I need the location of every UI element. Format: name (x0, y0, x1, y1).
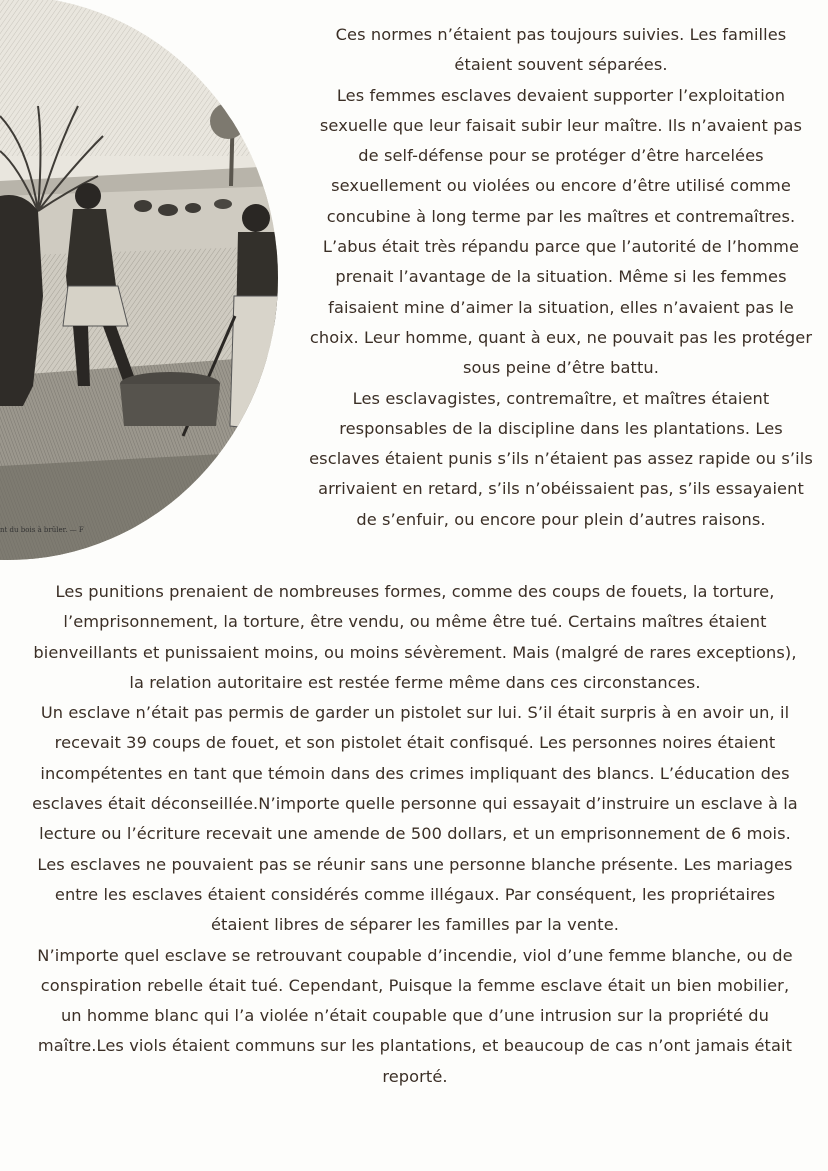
engraving-slaves-carrying-wood-icon (0, 0, 278, 560)
engraving-illustration (0, 0, 278, 560)
upper-text-block (308, 20, 814, 535)
paragraph: Un esclave n’était pas permis de garder un pistolet sur lui. S’il était surpris à en avoir un, il recevait 39 coups de fouet, et son pistolet était confisqué. Les personnes noires étaient incompétentes en tant que témoin dans des crimes impliquant des blancs. L’éducation des esclaves était déconseillée.N’importe quelle personne qui essayait d’instruire un esclave à la lecture ou l’écriture recevait une amende de 500 dollars, et un emprisonnement de 6 mois. Les esclaves ne pouvaient pas se réunir sans une personne blanche présente. Les mariages entre les esclaves étaient considérés comme illégaux. Par conséquent, les propriétaires étaient libres de séparer les familles par la vente. (32, 703, 798, 935)
paragraph: Les esclavagistes, contremaître, et maîtres étaient responsables de la discipline dans les plantations. Les esclaves étaient punis s’ils n’étaient pas assez rapide ou s’ils arrivaient en retard, s’ils n’obéissaient pas, s’ils essayaient de s’enfuir, ou encore pour plein d’autres raisons. (309, 388, 813, 529)
paragraph: Ces normes n’étaient pas toujours suivies. Les familles étaient souvent séparées. (335, 25, 787, 75)
paragraph: N’importe quel esclave se retrouvant coupable d’incendie, viol d’une femme blanche, ou de conspiration rebelle était tué. Cependant, Puisque la femme esclave était un bien mobilier, un homme blanc qui l’a violée n’était coupable que d’une intrusion sur la propriété du maître.Les viols étaient communs sur les plantations, et beaucoup de cas n’ont jamais était reporté. (37, 945, 793, 1086)
lower-text-block (30, 577, 800, 1092)
paragraph: Les femmes esclaves devaient supporter l’exploitation sexuelle que leur faisait subir leur maître. Ils n’avaient pas de self-défense pour se protéger d’être harcelées sexuellement ou violées ou encore d’être utilisé comme concubine à long terme par les maîtres et contremaîtres. L’abus était très répandu parce que l’autorité de l’homme prenait l’avantage de la situation. Même si les femmes faisaient mine d’aimer la situation, elles n’avaient pas le choix. Leur homme, quant à eux, ne pouvait pas les protéger sous peine d’être battu. (309, 85, 813, 378)
illustration-caption: nt du bois à brûler. — F (0, 526, 84, 534)
paragraph: Les punitions prenaient de nombreuses formes, comme des coups de fouets, la torture, l’emprisonnement, la torture, être vendu, ou même être tué. Certains maîtres étaient bienveillants et punissaient moins, ou moins sévèrement. Mais (malgré de rares exceptions), la relation autoritaire est restée ferme même dans ces circonstances. (33, 582, 797, 692)
